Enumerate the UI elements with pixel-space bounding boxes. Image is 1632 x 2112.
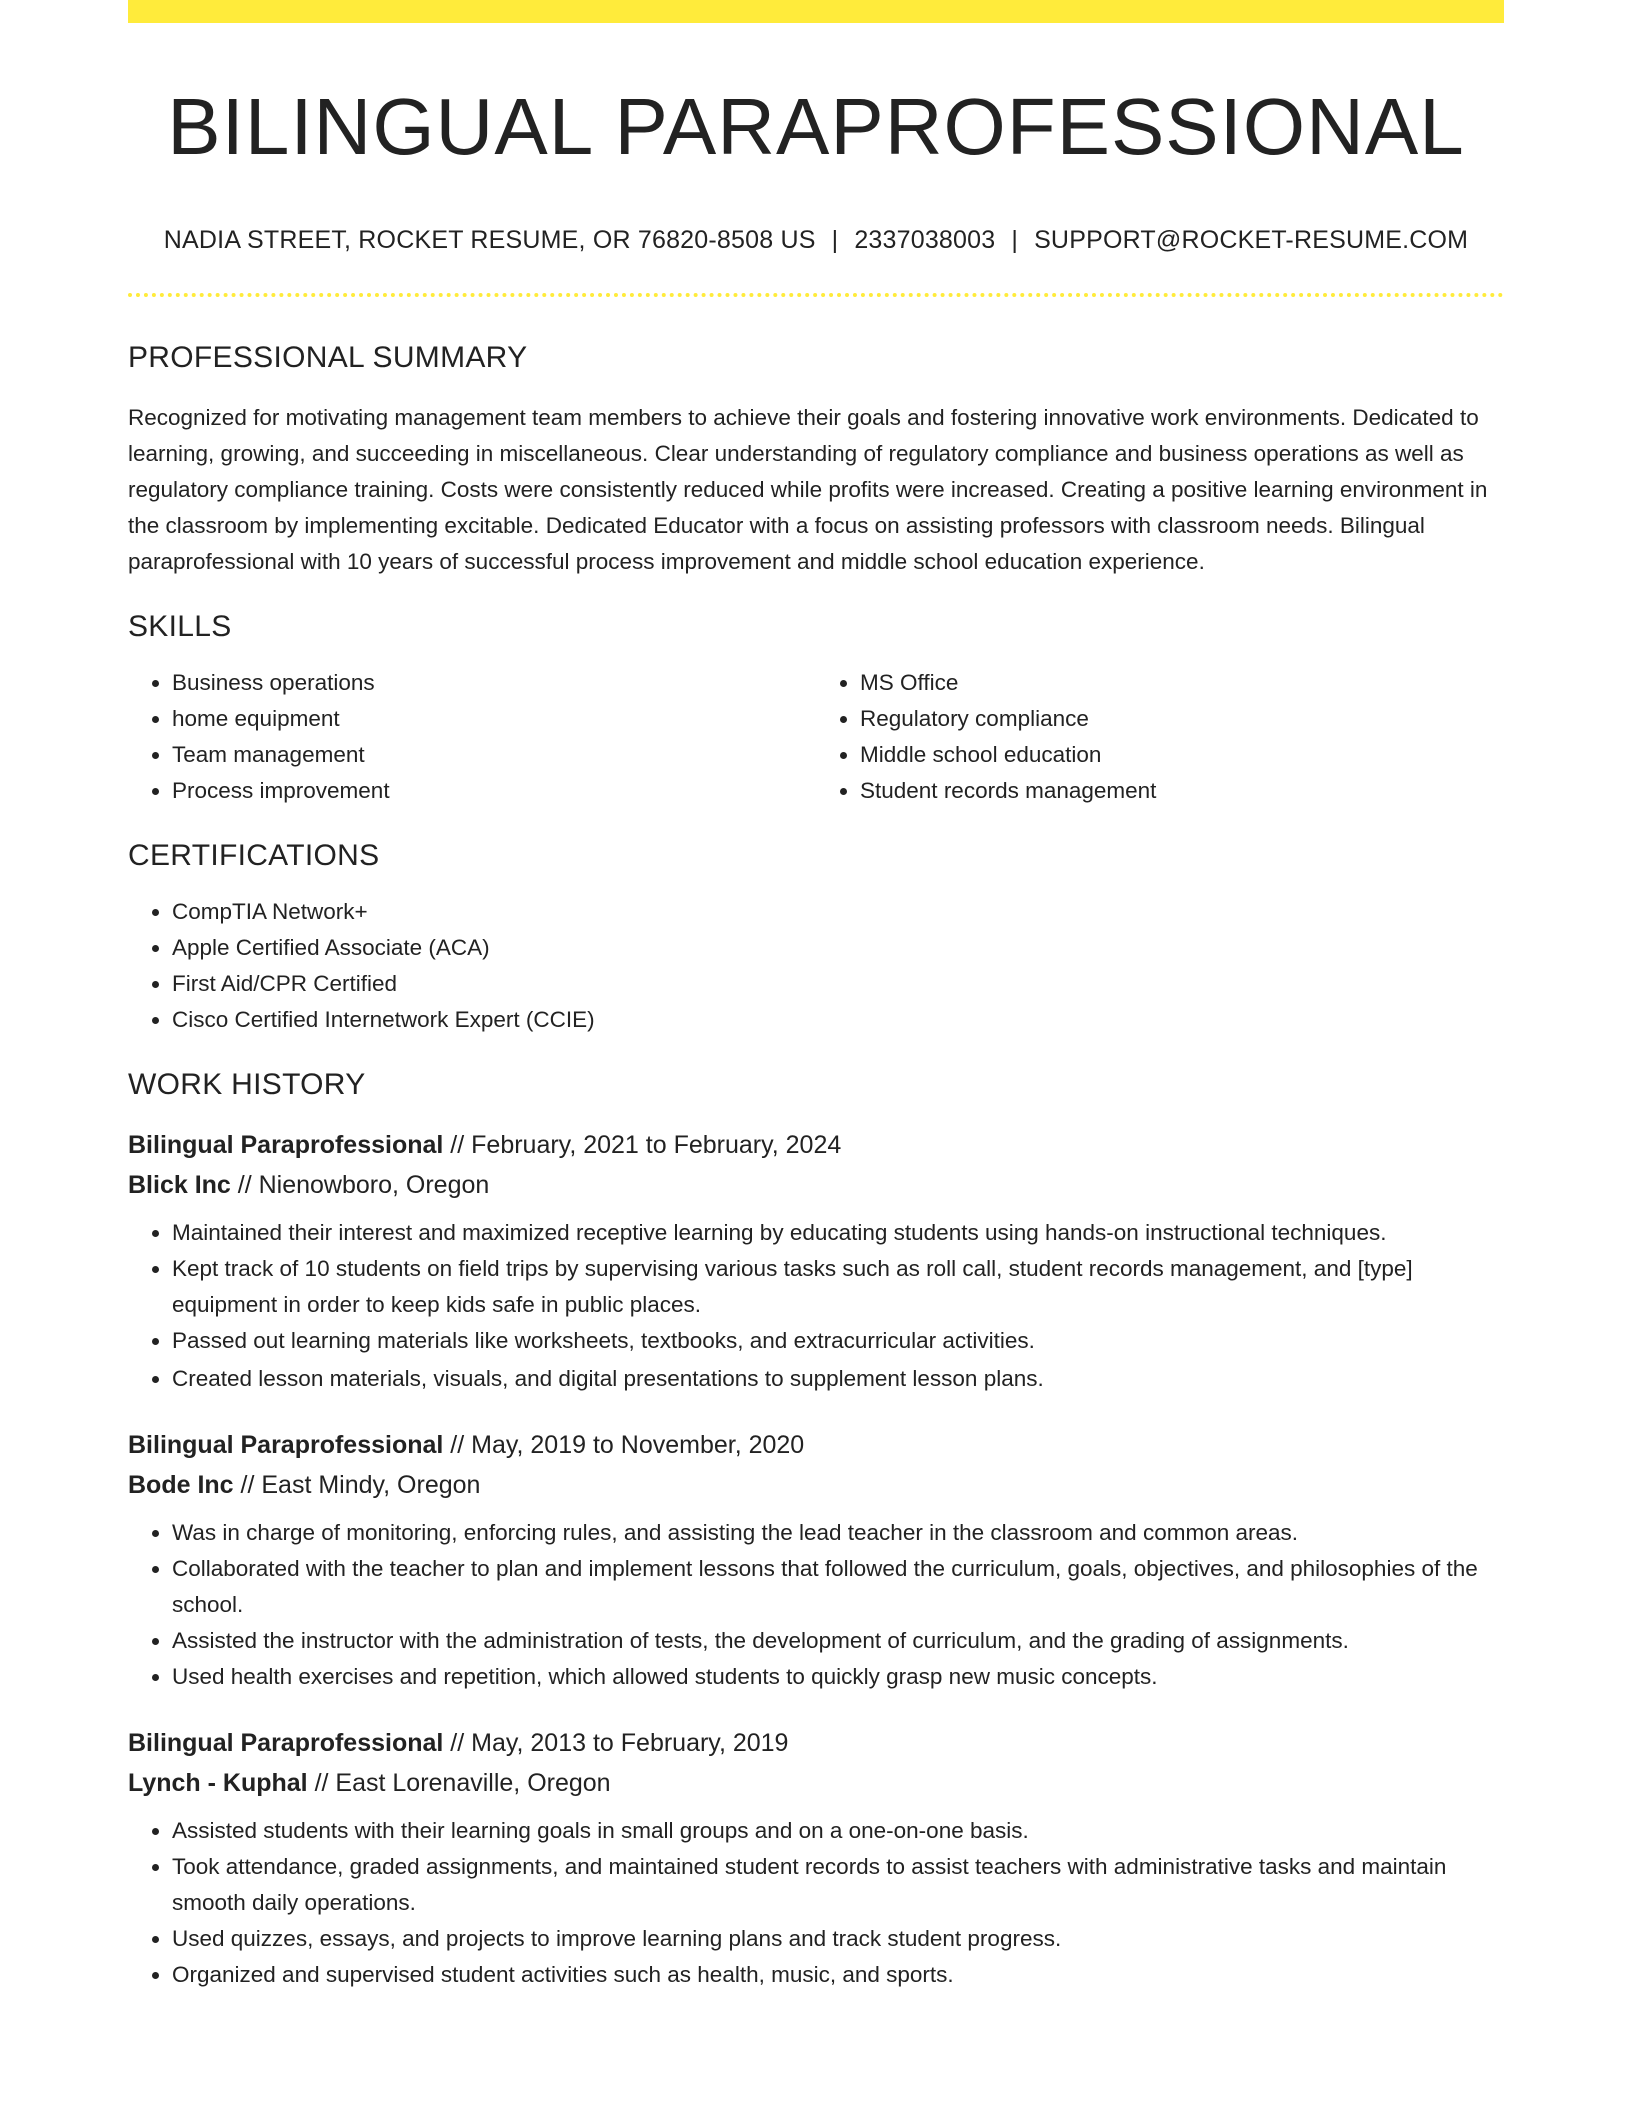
resume-page xyxy=(128,0,1504,1993)
job-location: // East Lorenaville, Oregon xyxy=(307,1769,611,1797)
job-location: // Nienowboro, Oregon xyxy=(230,1171,490,1199)
job-bullet: • Passed out learning materials like worksheets, textbooks, and extracurricular activities. xyxy=(172,1323,1504,1359)
accent-top-bar xyxy=(128,0,1504,23)
job-dates: // May, 2019 to November, 2020 xyxy=(443,1431,805,1459)
job-company: Lynch - Kuphal xyxy=(128,1769,308,1797)
job-title: Bilingual Paraprofessional xyxy=(128,1729,444,1757)
job-company: Blick Inc xyxy=(128,1171,231,1199)
skill-item: • Student records management xyxy=(860,773,1504,809)
contact-address: NADIA STREET, ROCKET RESUME, OR 76820-8508 US xyxy=(163,226,816,254)
job-entry xyxy=(128,1125,1504,1397)
certification-item: • First Aid/CPR Certified xyxy=(172,966,1504,1002)
job-bullet: • Assisted students with their learning goals in small groups and on a one-on-one basis. xyxy=(172,1813,1504,1849)
job-title: Bilingual Paraprofessional xyxy=(128,1131,444,1159)
job-dates: // May, 2013 to February, 2019 xyxy=(443,1729,789,1757)
skills-list xyxy=(128,665,1504,809)
skill-item: • home equipment xyxy=(172,701,816,737)
certifications-heading: CERTIFICATIONS xyxy=(128,839,380,872)
skills-heading: SKILLS xyxy=(128,610,232,643)
job-entry xyxy=(128,1723,1504,1993)
job-company: Bode Inc xyxy=(128,1471,234,1499)
job-bullet: • Was in charge of monitoring, enforcing rules, and assisting the lead teacher in the classroom and common areas. xyxy=(172,1515,1504,1551)
contact-phone: 2337038003 xyxy=(854,226,996,254)
contact-line xyxy=(128,225,1504,255)
job-bullet: • Created lesson materials, visuals, and digital presentations to supplement lesson plans. xyxy=(172,1361,1504,1397)
contact-email: SUPPORT@ROCKET-RESUME.COM xyxy=(1034,226,1469,254)
skills-column-left xyxy=(128,665,816,809)
job-bullet: • Maintained their interest and maximized receptive learning by educating students using hands-on instructional techniques. xyxy=(172,1215,1504,1251)
work-history-heading: WORK HISTORY xyxy=(128,1068,366,1101)
job-bullet: • Organized and supervised student activities such as health, music, and sports. xyxy=(172,1957,1504,1993)
job-bullet: • Used quizzes, essays, and projects to improve learning plans and track student progress. xyxy=(172,1921,1504,1957)
job-bullets xyxy=(128,1813,1504,1993)
job-company-line xyxy=(128,1465,1504,1505)
job-location: // East Mindy, Oregon xyxy=(233,1471,481,1499)
job-bullet: • Kept track of 10 students on field trips by supervising various tasks such as roll call, student records management, and [type] equipment in order to keep kids safe in public places. xyxy=(172,1251,1504,1323)
skill-item: • Process improvement xyxy=(172,773,816,809)
certification-item: • CompTIA Network+ xyxy=(172,894,1504,930)
job-title-line xyxy=(128,1723,1504,1763)
job-company-line xyxy=(128,1165,1504,1205)
contact-separator: | xyxy=(1011,226,1019,254)
skill-item: • Middle school education xyxy=(860,737,1504,773)
job-bullets xyxy=(128,1515,1504,1695)
job-bullet: • Took attendance, graded assignments, and maintained student records to assist teachers with administrative tasks and maintain smooth daily operations. xyxy=(172,1849,1504,1921)
job-title-line xyxy=(128,1425,1504,1465)
skill-item: • Team management xyxy=(172,737,816,773)
job-title-line xyxy=(128,1125,1504,1165)
skill-item: • Regulatory compliance xyxy=(860,701,1504,737)
job-bullet: • Used health exercises and repetition, which allowed students to quickly grasp new music concepts. xyxy=(172,1659,1504,1695)
contact-separator: | xyxy=(831,226,839,254)
certifications-list xyxy=(128,894,1504,1038)
job-company-line xyxy=(128,1763,1504,1803)
dotted-divider xyxy=(128,293,1504,297)
resume-name: BILINGUAL PARAPROFESSIONAL xyxy=(167,82,1465,171)
skills-column-right xyxy=(816,665,1504,809)
certification-item: • Cisco Certified Internetwork Expert (CCIE) xyxy=(172,1002,1504,1038)
summary-heading: PROFESSIONAL SUMMARY xyxy=(128,341,528,374)
job-title: Bilingual Paraprofessional xyxy=(128,1431,444,1459)
job-bullet: • Assisted the instructor with the administration of tests, the development of curriculum, and the grading of assignments. xyxy=(172,1623,1504,1659)
skill-item: • MS Office xyxy=(860,665,1504,701)
certification-item: • Apple Certified Associate (ACA) xyxy=(172,930,1504,966)
job-bullet: • Collaborated with the teacher to plan and implement lessons that followed the curriculum, goals, objectives, and philosophies of the school. xyxy=(172,1551,1504,1623)
job-bullets xyxy=(128,1215,1504,1397)
job-dates: // February, 2021 to February, 2024 xyxy=(443,1131,842,1159)
job-entry xyxy=(128,1425,1504,1695)
summary-text: Recognized for motivating management team members to achieve their goals and fostering innovative work environments. Dedicated to learning, growing, and succeeding in miscellaneous. Clear understanding of regulatory compliance and business operations as well as regulatory compliance training. Costs were consistently reduced while profits were increased. Creating a positive learning environment in the classroom by implementing excitable. Dedicated Educator with a focus on assisting professors with classroom needs. Bilingual paraprofessional with 10 years of successful process improvement and middle school education experience. xyxy=(128,405,1488,574)
skill-item: • Business operations xyxy=(172,665,816,701)
